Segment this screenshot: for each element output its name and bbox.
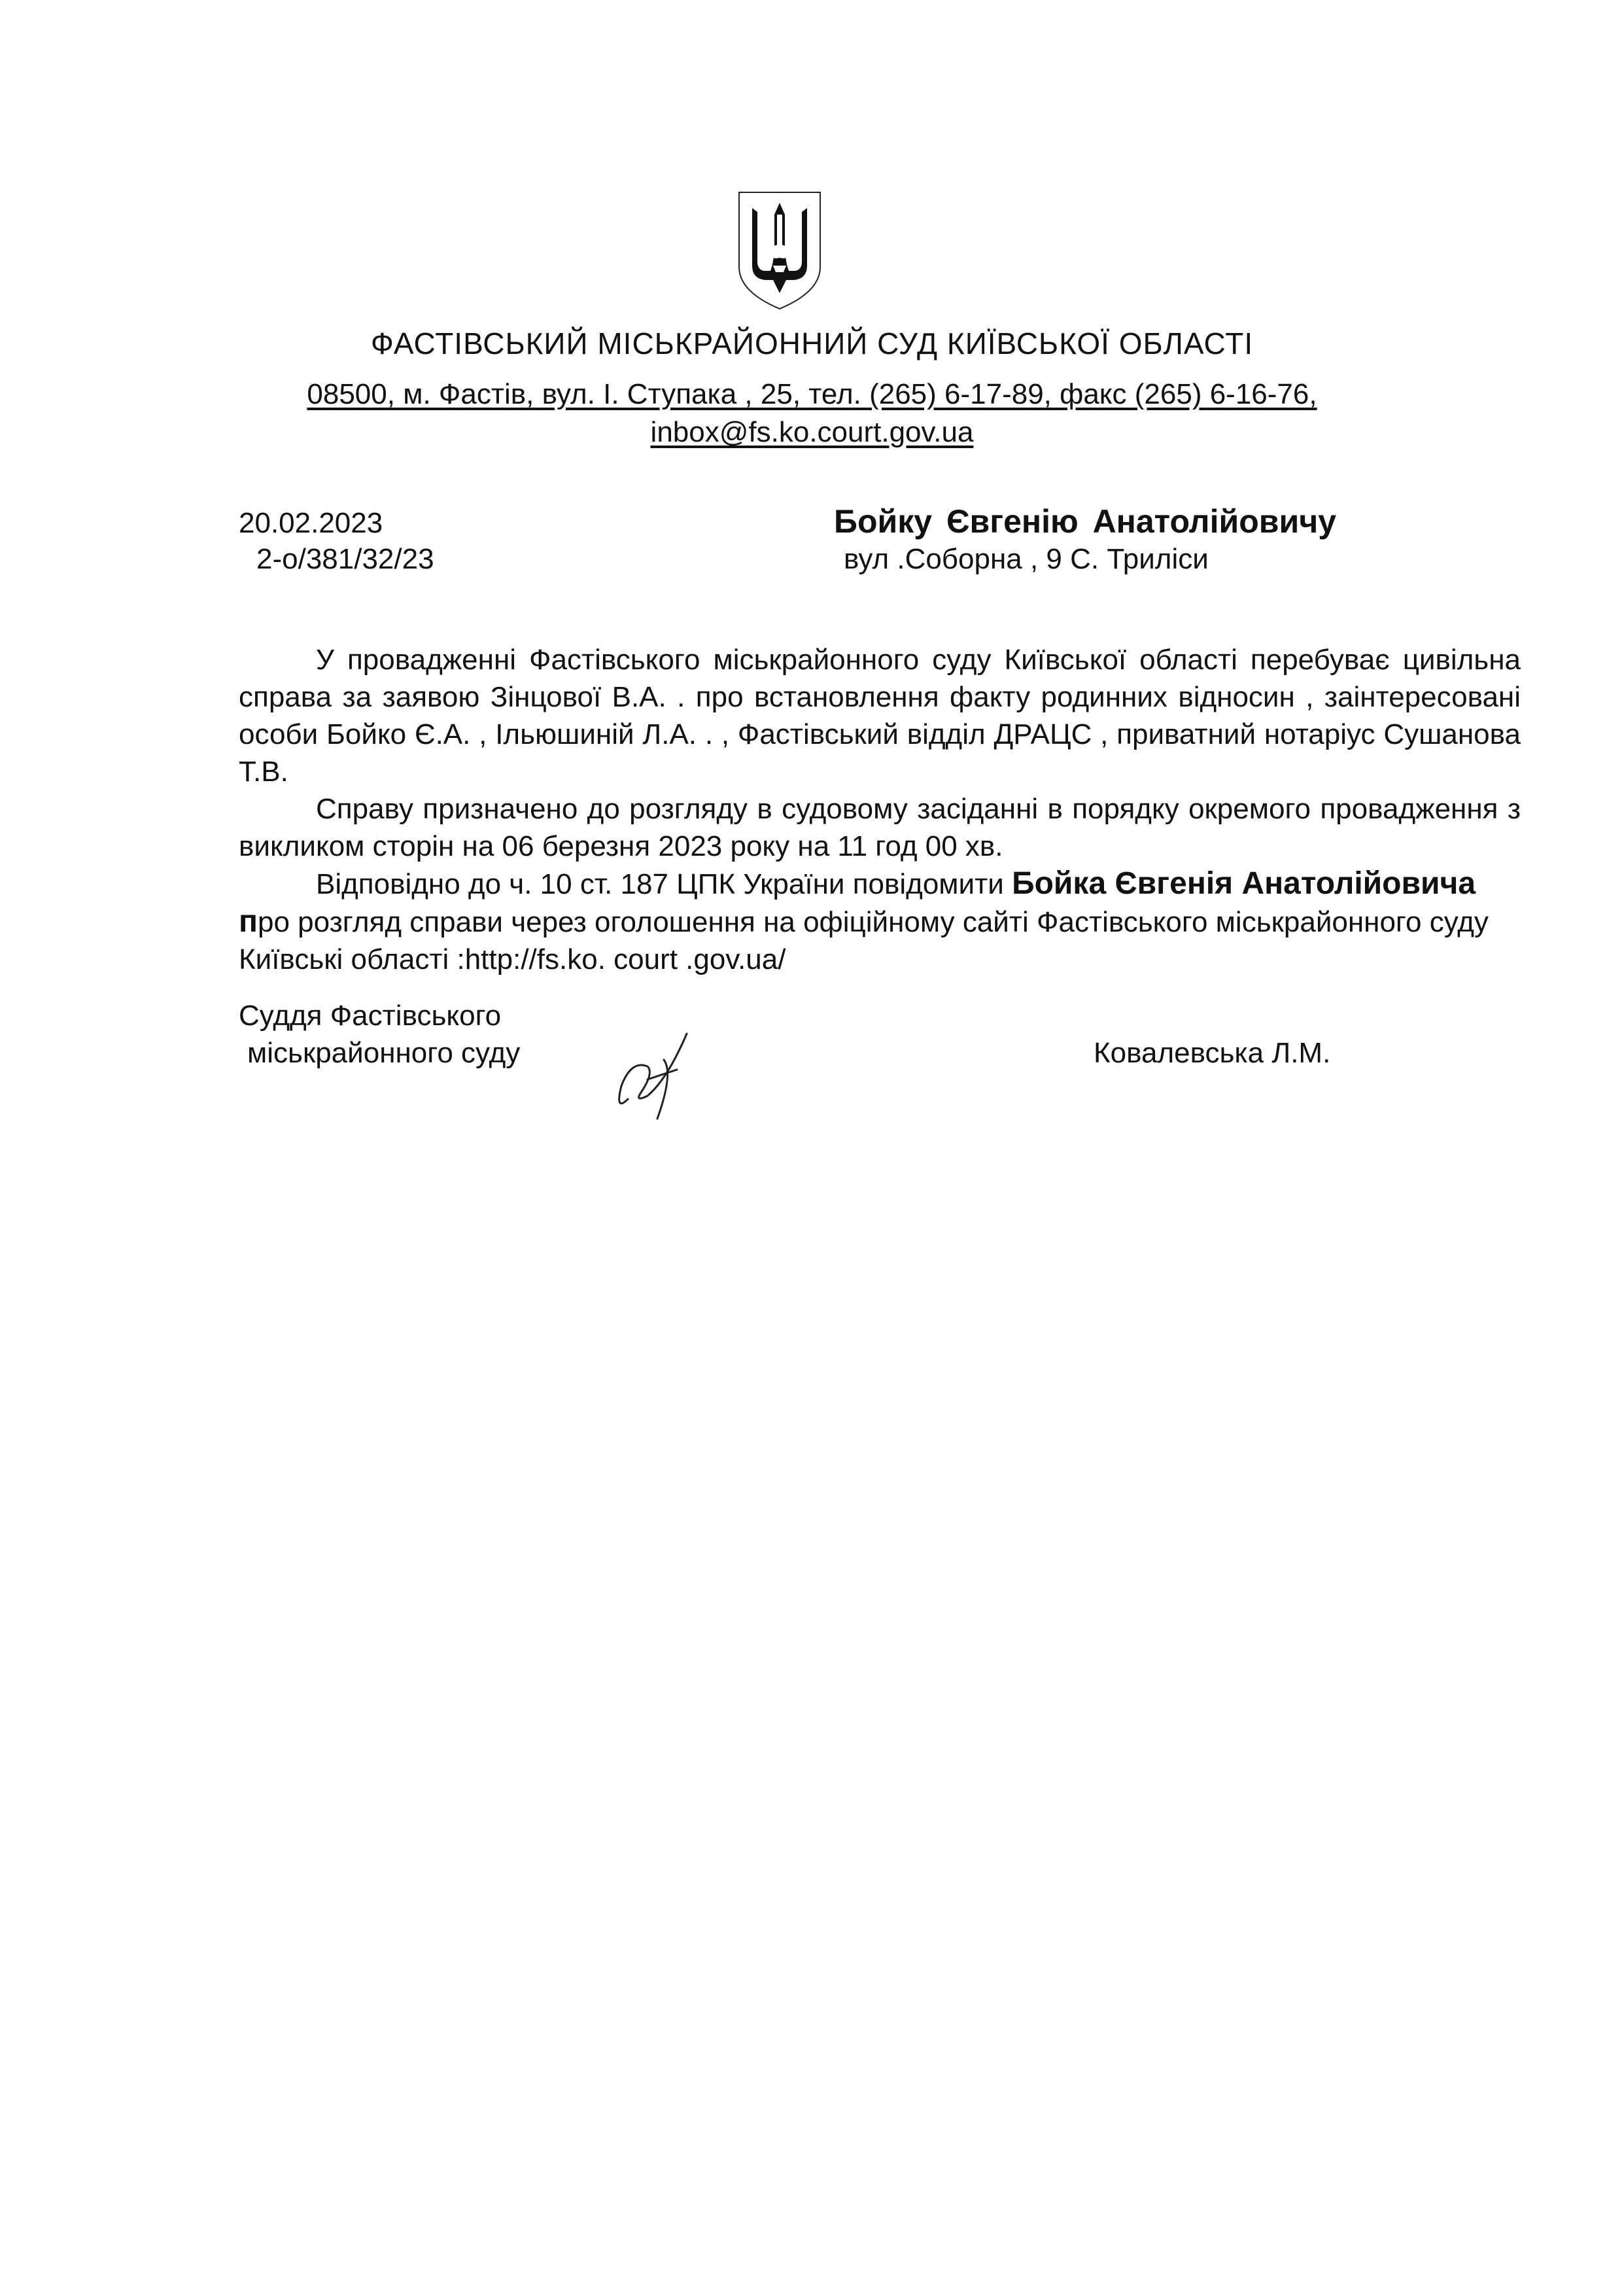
- judge-title-line1: Суддя Фастівського: [239, 1000, 502, 1032]
- court-email: inbox@fs.ko.court.gov.ua: [650, 416, 974, 448]
- judge-title-line2: міськрайонного суду: [247, 1037, 521, 1069]
- judge-name: Ковалевська Л.М.: [1094, 1037, 1331, 1069]
- notice-prefix: Відповідно до ч. 10 ст. 187 ЦПК України повідомити: [316, 868, 1004, 900]
- handwritten-signature-icon: [602, 1021, 706, 1125]
- court-name: ФАСТІВСЬКИЙ МІСЬКРАЙОННИЙ СУД КИЇВСЬКОЇ ОБЛАСТІ: [370, 326, 1254, 360]
- notice-addressee: Бойка Євгенія Анатолійовича п: [239, 866, 1476, 939]
- coat-of-arms-icon: [734, 188, 825, 313]
- paragraph-hearing-date: Справу призначено до розгляду в судовому засіданні в порядку окремого провадження з викликом сторін на 06 березня 2023 року на 11 год 00 хв.: [239, 793, 1521, 862]
- addressee-name: Бойку Євгенію Анатолійовичу: [834, 503, 1337, 540]
- document-date: 20.02.2023: [239, 507, 383, 539]
- addressee-address: вул .Соборна , 9 С. Триліси: [844, 543, 1209, 575]
- paragraph-case-info: У провадженні Фастівського міськрайонного суду Київської області перебуває цивільна справа за заявою Зінцової В.А. . про встановлення факту родинних відносин , заінтересовані особи Бойко Є.А. , Ільюшиній Л.А. . , Фастівський відділ ДРАЦС , приватний нотаріус Сушанова Т.В.: [239, 644, 1521, 788]
- letter-body: [239, 641, 1521, 978]
- case-number: 2-о/381/32/23: [256, 543, 434, 575]
- court-address: 08500, м. Фастів, вул. І. Ступака , 25, тел. (265) 6-17-89, факс (265) 6-16-76,: [307, 378, 1317, 410]
- notice-suffix: ро розгляд справи через оголошення на офіційному сайті Фастівського міськрайонного суду Київські області :http://fs.ko. court .gov.ua/: [239, 906, 1489, 975]
- paragraph-notice: [239, 865, 1521, 978]
